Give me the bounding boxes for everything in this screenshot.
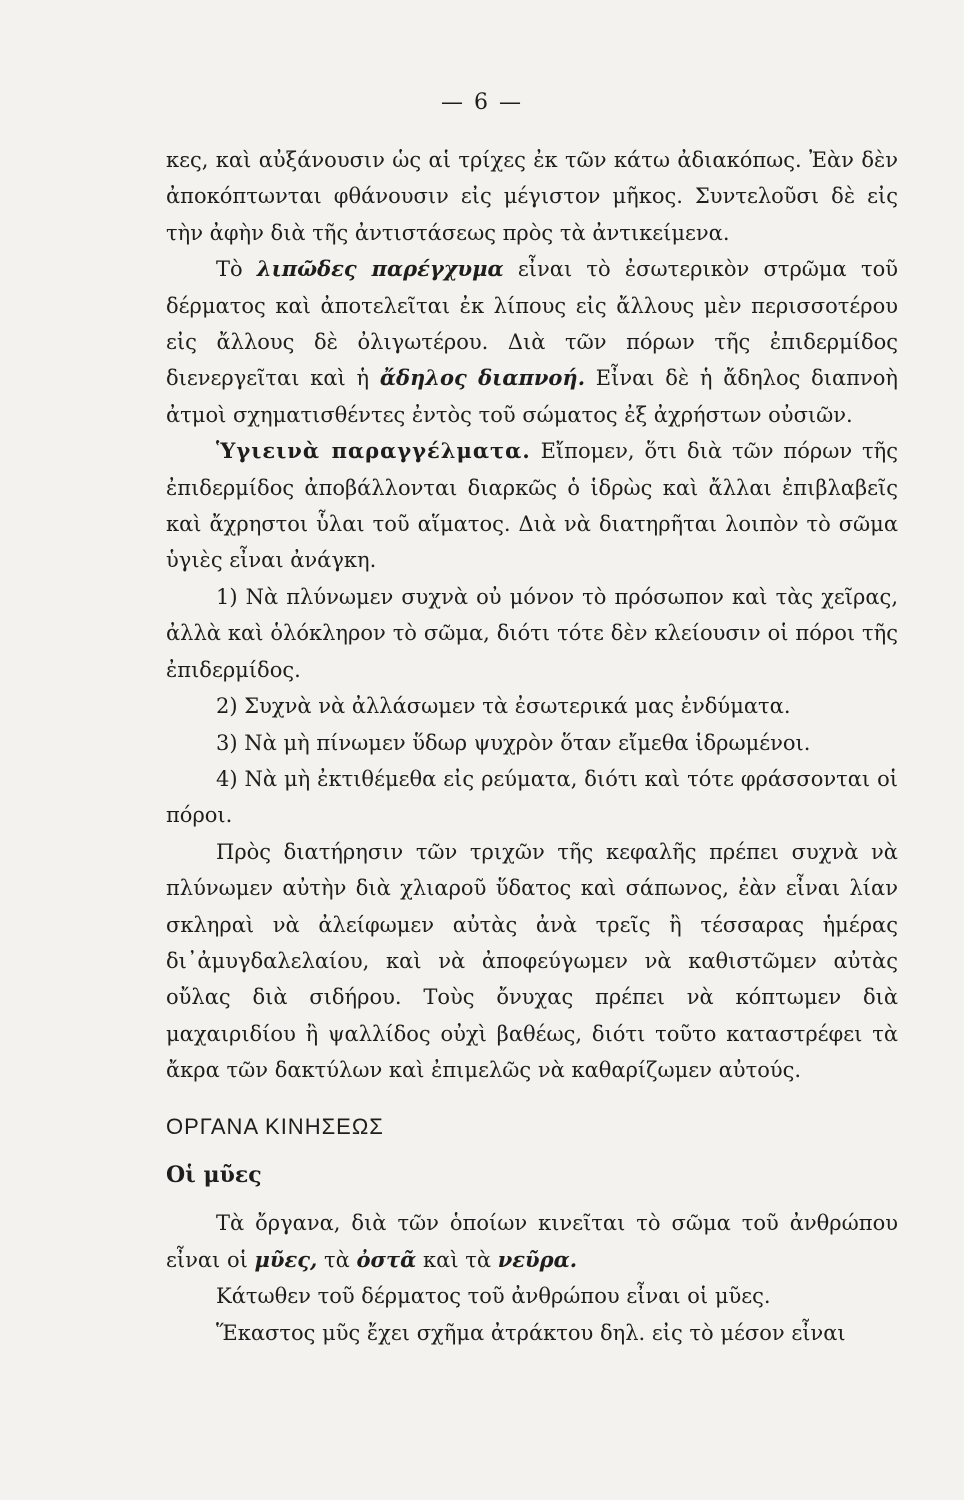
list-item-2: 2) Συχνὰ νὰ ἀλλάσωμεν τὰ ἐσωτερικά μας ἐνδύματα. [216,694,791,719]
text-run: τὰ [324,1247,350,1272]
list-item-3: 3) Νὰ μὴ πίνωμεν ὕδωρ ψυχρὸν ὅταν εἴμεθα ἱδρωμένοι. [216,730,811,755]
term-nerves: νεῦρα. [497,1246,578,1272]
list-item-4: 4) Νὰ μὴ ἐκτιθέμεθα εἰς ρεύματα, διότι καὶ τότε φράσσονται οἱ πόροι. [166,766,898,828]
text-run: εἶναι τὸ ἐσωτερικὸν στρῶμα τοῦ δέρματος καὶ ἀποτελεῖται ἐκ λίπους εἰς ἄλλους μὲν περισσοτέρου εἰς ἄλλους δὲ ὀλιγωτέρου. Διὰ τῶν πόρων τῆς ἐπιδερμίδος διενεργεῖται καὶ ἡ [166,257,899,391]
paragraph-muscle-shape: Ἕκαστος μῦς ἔχει σχῆμα ἀτράκτου δηλ. εἰς τὸ μέσον εἶναι [216,1320,846,1345]
term-insensible-perspiration: ἄδηλος διαπνοή. [379,365,586,391]
paragraph-continuation: κες, καὶ αὐξάνουσιν ὡς αἱ τρίχες ἐκ τῶν κάτω ἀδιακόπως. Ἐὰν δὲν ἀποκόπτωνται φθάνουσιν εἰς μέγιστον μῆκος. Συντελοῦσι δὲ εἰς τὴν ἀφὴν διὰ τῆς ἀντιστάσεως πρὸς τὰ ἀντικείμενα. [166,148,898,245]
text-run: καὶ τὰ [423,1247,492,1272]
section-heading: Οἱ μῦες [166,1161,262,1188]
term-bones: ὀστᾶ [356,1246,417,1272]
text-run: Εἴπομεν, ὅτι διὰ τῶν πόρων τῆς ἐπιδερμίδος ἀποβάλλονται διαρκῶς ὁ ἱδρὼς καὶ ἄλλαι ἐπιβλαβεῖς καὶ ἄχρηστοι ὗλαι τοῦ αἵματος. Διὰ νὰ διατηρῆται λοιπὸν τὸ σῶμα ὑγιὲς εἶναι ἀνάγκη. [166,439,898,573]
term-muscles: μῦες, [254,1246,318,1272]
paragraph-organs [166,1205,898,1278]
body-text [166,142,898,1351]
paragraph-fatty-tissue [166,251,898,433]
term-fatty-tissue: λιπῶδες παρέγχυμα [256,256,504,282]
text-run: Τὰ ὄργανα, διὰ τῶν ὁποίων κινεῖται τὸ σῶμα τοῦ ἀνθρώπου εἶναι οἱ [166,1211,898,1272]
paragraph-muscles-location: Κάτωθεν τοῦ δέρματος τοῦ ἀνθρώπου εἶναι οἱ μῦες. [216,1284,771,1309]
list-item-1: 1) Νὰ πλύνωμεν συχνὰ οὐ μόνον τὸ πρόσωπον καὶ τὰς χεῖρας, ἀλλὰ καὶ ὁλόκληρον τὸ σῶμα, διότι τότε δὲν κλείουσιν οἱ πόροι τῆς ἐπιδερμίδος. [166,584,898,682]
section-title-hygiene: Ὑγιεινὰ παραγγέλματα. [216,438,531,464]
paragraph-hygiene [166,433,898,579]
chapter-heading: ΟΡΓΑΝΑ ΚΙΝΗΣΕΩΣ [166,1113,384,1139]
text-run: Εἶναι δὲ ἡ ἄδηλος διαπνοὴ ἀτμοὶ σχηματισθέντες ἐντὸς τοῦ σώματος ἐξ ἀχρήστων οὐσιῶν. [166,366,898,427]
paragraph-hair-nails: Πρὸς διατήρησιν τῶν τριχῶν τῆς κεφαλῆς πρέπει συχνὰ νὰ πλύνωμεν αὐτὴν διὰ χλιαροῦ ὕδατος καὶ σάπωνος, ἐὰν εἶναι λίαν σκληραὶ νὰ ἀλείφωμεν αὐτὰς ἀνὰ τρεῖς ἢ τέσσαρας ἡμέρας δι᾽ἀμυγδαλελαίου, καὶ νὰ ἀποφεύγωμεν νὰ καθιστῶμεν αὐτὰς οὔλας διὰ σιδήρου. Τοὺς ὄνυχας πρέπει νὰ κόπτωμεν διὰ μαχαιριδίου ἢ ψαλλίδος οὐχὶ βαθέως, διότι τοῦτο καταστρέφει τὰ ἄκρα τῶν δακτύλων καὶ ἐπιμελῶς νὰ καθαρίζωμεν αὐτούς. [166,839,898,1083]
text-run: Τὸ [216,257,243,282]
page-number: — 6 — [441,90,523,115]
